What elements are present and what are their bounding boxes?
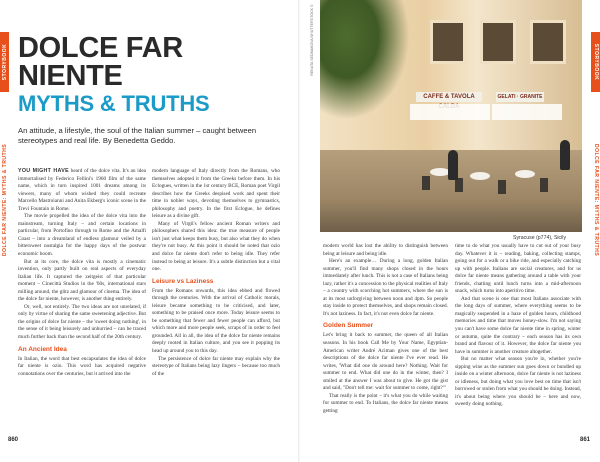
chair [455, 178, 463, 192]
awning [492, 104, 562, 120]
section-tab: STORYBOOK [0, 32, 9, 92]
paragraph: From the Romans onwards, this idea ebbed and flowed through the centuries. With the arrival of Catholic morals, leisure became something to be criticised, and later, something to be praised once more. Today leisure seems to be something that fewer and fewer people can afford, but which more and more people seek, scraps of in order to feel grounded. All in all, the idea of the dolce far niente remains deeply rooted in Italian culture, and you see it popping its head up around you to this day. [152, 287, 280, 355]
chair [498, 180, 506, 194]
person [560, 140, 570, 170]
right-page [300, 0, 600, 462]
chair [540, 178, 548, 192]
page-number: 860 [8, 437, 19, 443]
gelato-sign: GELATI · GRANITE [497, 94, 543, 100]
text-column-2 [152, 168, 280, 443]
paragraph: But no matter what season you're in, whether you're sipping wine as the summer sun goes down or bundled up inside on a winter afternoon, dolce far niente is not laziness or idleness, but doing what you love best on time that isn't borrowed or stolen from what you should be doing. Instead, it's about being where you should be – here and now, sweetly doing nothing. [455, 356, 581, 408]
text-column-4 [455, 243, 581, 443]
paragraph: In Italian, the word that best encapsulates the idea of dolce far niente is ozio. This word has acquired negative connotations over the centuries, but it arrived into the [18, 355, 146, 377]
article-subtitle: MYTHS & TRUTHS [18, 91, 210, 116]
photo-caption: Syracuse (p774), Sicily [513, 235, 567, 241]
palm-tree [320, 0, 410, 120]
section-tab: STORYBOOK [591, 32, 600, 92]
paragraph: YOU MIGHT HAVE heard of the dolce vita. It's an idea immortalised by Federico Fellini's 1960 film of the same name, which in turn inspired 1001 dreams among its viewers, many of whom wished they could recreate Marcello Mastroianni and Anita Ekberg's iconic scene in the Trevi Fountain in Rome. [18, 168, 146, 212]
cafe-sign: CAFFE & TAVOLA [416, 92, 482, 102]
person [448, 150, 458, 180]
paragraph: That really is the point – it's what you do while waiting for summer to end. To Italians, the dolce far niente means getting [323, 392, 448, 414]
lead-in: YOU MIGHT HAVE [18, 168, 69, 174]
cafe-street-photo [320, 0, 582, 232]
text-column-3 [323, 243, 448, 443]
chair [422, 176, 430, 190]
awning [410, 104, 490, 120]
paragraph: modern language of Italy directly from the Romans, who themselves adopted it from the Greeks before them. In his Eclogues, written in the 1st century BCE, Roman poet Virgil describes how the Greeks despised work and spent their time in nobler ways, devoting themselves to gymnastics, philosophy and poetry. In the first Eclogue, he defines leisure as a divine gift. [152, 168, 280, 220]
paragraph: Here's an example… During a long, golden Italian summer, you'll find many shops closed in the hours immediately after lunch. This is not a case of Italians being lazy, rather it's a concession to the physical realities of Italy – a country with scorching hot summers, where the sun is at its most unforgiving between noon and 4pm. So people stay inside to protect themselves, and shops remain closed. It's not laziness. In fact, it's not even dolce far niente. [323, 258, 448, 317]
section-heading: An Ancient Idea [18, 345, 67, 353]
paragraph: time to do what you usually have to cut out of your busy day. Whatever it is – reading, baking, collecting stamps, going out for a walk or a bike ride, and especially catching up with people. Italians are social creatures, and for us dolce far niente means gathering around a table with your friends, chatting until lunch turns into a mid-afternoon snack, which turns into aperitivo time. [455, 243, 581, 295]
window [530, 20, 566, 64]
section-heading: Golden Summer [323, 322, 374, 330]
paragraph: And that scene is one that most Italians associate with the long days of summer, where everything seems to be magically suspended in a haze of golden hours, childhood memories and time that moves honey-slow. I'm not saying you can't have some dolce far niente time in spring, winter or autumn, quite the contrary – each season has its own brand and flavour of it. However, the dolce far niente you have in summer is another creature altogether. [455, 295, 581, 355]
paragraph: modern world has lost the ability to distinguish between being at leisure and being idle. [323, 243, 448, 257]
article-title: DOLCE FAR NIENTE [18, 32, 183, 92]
paragraph: Many of Virgil's fellow ancient Roman writers and philosophers shared this idea: the true measure of people isn't just what keeps them busy, but also what they do when they're not busy. At this point it should be noted that ozio and dolce far niente don't refer to being idle. They refer instead to being at leisure. It's a subtle distinction but a vital one. [152, 220, 280, 273]
standfirst: An attitude, a lifestyle, the soul of the Italian summer – caught between stereotypes and real life. By Benedetta Geddo. [18, 126, 257, 145]
running-head: DOLCE FAR NIENTE: MYTHS & TRUTHS [1, 143, 8, 257]
cafe-table [470, 172, 490, 180]
page-number: 861 [579, 437, 590, 443]
paragraph: But at its core, the dolce vita is mostly a cinematic invention, only partly built on real aspects of everyday Italian life. It captured the zeitgeist of that particular moment – Cinecittà Studios in the '60s, international stars milling around, the glitz and glamour of cinema. The idea of the dolce far niente, however, is another thing entirely. [18, 258, 146, 303]
window [480, 20, 516, 64]
window [430, 20, 466, 64]
paragraph: The persistence of dolce far niente may explain why the stereotype of Italians being lazy lingers – because too much of the [152, 355, 280, 377]
running-head: DOLCE FAR NIENTE: MYTHS & TRUTHS [592, 143, 599, 257]
paragraph: The movie propelled the idea of the dolce vita into the mainstream, turning Italy – and certain locations in particular, from Portofino through to Rome and the Amalfi Coast – into a dreamland of endless glamour veiled by a bittersweet nostalgia for the happy days of the postwar economic boom. [18, 213, 146, 258]
paragraph: Let's bring it back to summer, the queen of all Italian seasons. In his book Call Me by Your Name, Egyptian-American writer André Aciman gives one of the best descriptions of the dolce far niente I've ever read. He writes, 'What did one do around here? Nothing. Wait for summer to end. What did one do in the winter, then? I smiled at the answer I was about to give. He got the gist and said, "Don't tell me: wait for summer to come, right?"' [323, 332, 448, 392]
photo-credit: RENATA SEDMAKOVA/SHUTTERSTOCK © [310, 4, 314, 76]
paragraph: Or, well, not entirely. The two ideas are not unrelated, if only by virtue of sharing the same sweetening adjective. But the origins of dolce far niente – the 'sweet doing nothing', in the sense of it being leisurely and unhurried – can be traced much further back than the second half of the 20th century. [18, 303, 146, 341]
cafe-table [515, 170, 535, 178]
cafe-table [430, 168, 450, 176]
text-column-1 [18, 168, 146, 443]
section-heading: Leisure vs Laziness [152, 277, 214, 285]
